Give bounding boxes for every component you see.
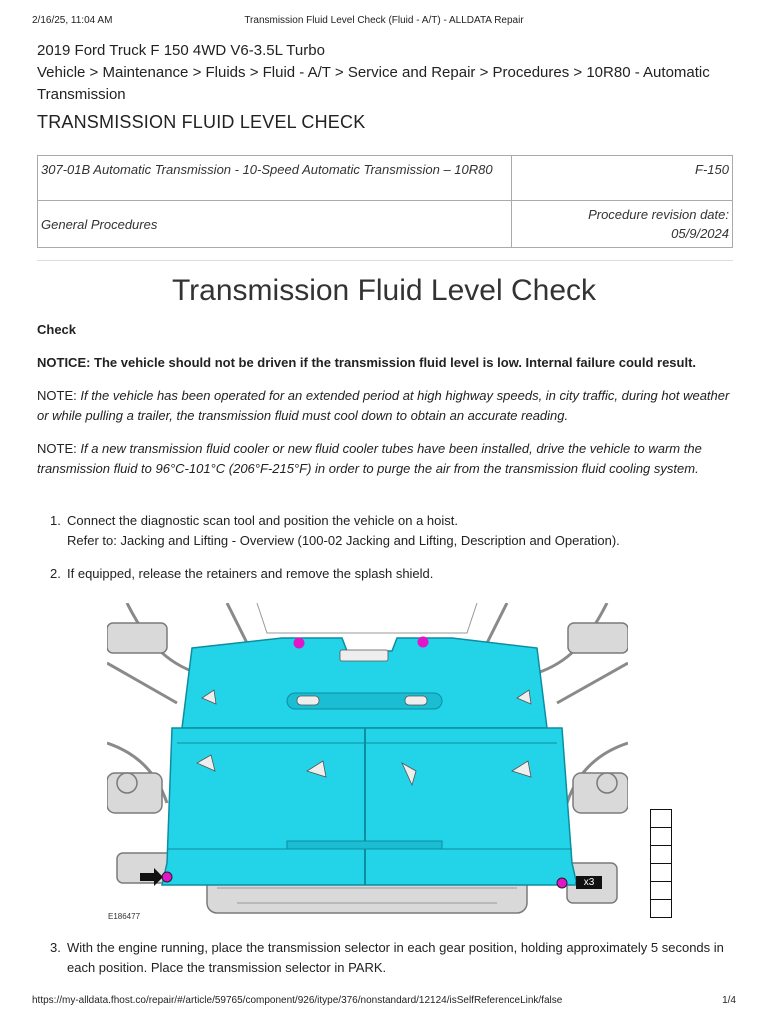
step-number: 2. [50,566,61,581]
step-text: If equipped, release the retainers and remove the splash shield. [67,566,434,581]
breadcrumb-separator: > [479,64,489,81]
list-item [37,564,737,584]
note-label: NOTE: [37,441,77,456]
print-datetime: 2/16/25, 11:04 AM [32,15,113,26]
breadcrumb-separator: > [192,64,202,81]
figure-legend-boxes [650,810,672,918]
figure-caption: E186477 [108,912,141,921]
note-label: NOTE: [37,388,77,403]
vehicle-title: 2019 Ford Truck F 150 4WD V6-3.5L Turbo [37,42,325,59]
note-text: If a new transmission fluid cooler or new fluid cooler tubes have been installed, drive the vehicle to warm the transmission fluid to 96°C-101°C (206°F-215°F) in order to purge the air from the transmission fluid cooling system. [37,441,702,476]
legend-box [650,863,672,882]
main-title: Transmission Fluid Level Check [171,274,597,307]
legend-box [650,809,672,828]
meta-row [38,201,733,248]
breadcrumb-item[interactable]: Fluid - A/T [262,64,331,81]
step-2 [37,564,737,584]
step-number: 1. [50,513,61,528]
meta-section: 307-01B Automatic Transmission - 10-Speed Automatic Transmission – 10R80 [38,156,512,201]
legend-box [650,845,672,864]
breadcrumb-separator: > [249,64,259,81]
note-1 [37,386,737,425]
document-title: TRANSMISSION FLUID LEVEL CHECK [37,112,366,132]
breadcrumb-item[interactable]: Fluids [205,64,246,81]
splash-shield-figure [107,603,628,924]
step-text: Connect the diagnostic scan tool and position the vehicle on a hoist. [67,513,458,528]
breadcrumb-separator: > [573,64,583,81]
step-1 [37,511,737,550]
note-2 [37,439,737,478]
legend-box [650,881,672,900]
breadcrumb [37,62,737,106]
note-text: If the vehicle has been operated for an extended period at high highway speeds, in city traffic, during hot weather or while pulling a trailer, the transmission fluid must cool down to obtain an accurate reading. [37,388,730,423]
meta-category: General Procedures [38,201,512,248]
breadcrumb-item[interactable]: Procedures [492,64,570,81]
meta-row [38,156,733,201]
footer-url: https://my-alldata.fhost.co/repair/#/article/59765/component/926/itype/376/nonstandard/12124/isSelfReferenceLink/false [32,995,563,1006]
breadcrumb-item[interactable]: Maintenance [102,64,189,81]
meta-revision [512,201,733,248]
print-page-title: Transmission Fluid Level Check (Fluid - A/T) - ALLDATA Repair [244,15,524,26]
breadcrumb-separator: > [334,64,344,81]
legend-box [650,899,672,918]
meta-table [37,155,733,248]
check-heading: Check [37,322,77,337]
breadcrumb-item[interactable]: Vehicle [37,64,86,81]
revision-date: 05/9/2024 [671,226,729,241]
divider [37,260,733,261]
breadcrumb-item[interactable]: 10R80 - Automatic Transmission [37,64,710,103]
step-text: With the engine running, place the transmission selector in each gear position, holding approximately 5 seconds in each position. Place the transmission selector in PARK. [67,940,724,975]
breadcrumb-separator: > [89,64,99,81]
step-reference-link[interactable]: Refer to: Jacking and Lifting - Overview (100-02 Jacking and Lifting, Description and Operation). [67,532,620,548]
revision-label: Procedure revision date: [588,207,729,222]
step-3 [37,938,737,977]
breadcrumb-item[interactable]: Service and Repair [347,64,476,81]
page-number: 1/4 [722,995,736,1006]
list-item [37,511,737,550]
step-number: 3. [50,940,61,955]
notice: NOTICE: The vehicle should not be driven if the transmission fluid level is low. Internal failure could result. [37,355,697,370]
splash-shield-illustration [107,603,628,924]
meta-model: F-150 [512,156,733,201]
legend-box [650,827,672,846]
callout-label: x3 [576,876,602,889]
list-item [37,938,737,977]
